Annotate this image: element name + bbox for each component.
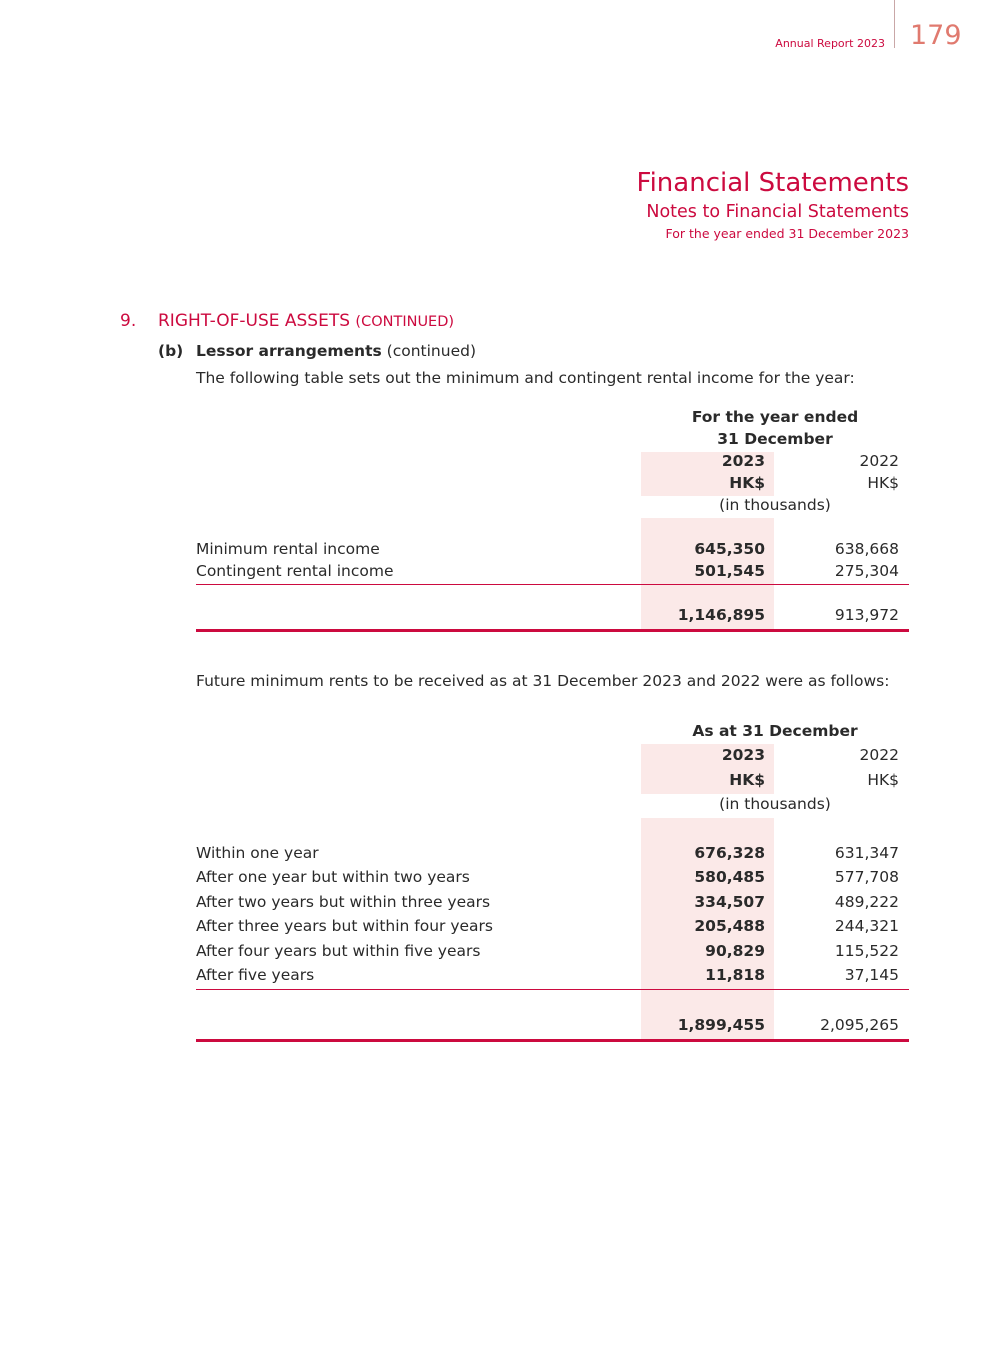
row-label: After four years but within five years bbox=[196, 942, 481, 960]
row-label: Minimum rental income bbox=[196, 540, 380, 558]
col-2022-currency: HK$ bbox=[867, 474, 899, 492]
unit-note: (in thousands) bbox=[719, 496, 831, 514]
future-rents-table bbox=[196, 722, 909, 1044]
value-2022: 275,304 bbox=[834, 562, 899, 580]
row-label: After three years but within four years bbox=[196, 917, 493, 935]
total-rule bbox=[196, 1039, 909, 1042]
currency-header-row bbox=[196, 771, 909, 793]
section-number: 9. bbox=[120, 311, 137, 331]
subtotal-rule bbox=[196, 584, 909, 585]
year-header-row bbox=[196, 452, 909, 474]
value-2022: 631,347 bbox=[834, 844, 899, 862]
value-2023: 501,545 bbox=[694, 562, 765, 580]
page-number: 179 bbox=[910, 20, 962, 51]
page-title: Financial Statements bbox=[636, 168, 909, 198]
currency-header-row bbox=[196, 474, 909, 496]
value-2023: 645,350 bbox=[694, 540, 765, 558]
table-row bbox=[196, 893, 909, 915]
value-2022: 37,145 bbox=[844, 966, 899, 984]
value-2022: 638,668 bbox=[834, 540, 899, 558]
title-block bbox=[637, 166, 909, 244]
col-2022-year: 2022 bbox=[859, 452, 899, 470]
value-2023: 205,488 bbox=[694, 917, 765, 935]
header-divider bbox=[894, 0, 895, 48]
value-2023: 334,507 bbox=[694, 893, 765, 911]
row-label: After two years but within three years bbox=[196, 893, 491, 911]
year-header-row bbox=[196, 746, 909, 768]
total-2023: 1,899,455 bbox=[677, 1016, 765, 1034]
col-2023-year: 2023 bbox=[721, 452, 765, 470]
running-header bbox=[0, 0, 1006, 60]
reporting-period: For the year ended 31 December 2023 bbox=[665, 226, 909, 241]
total-2022: 913,972 bbox=[834, 606, 899, 624]
col-2022-year: 2022 bbox=[859, 746, 899, 764]
table-row bbox=[196, 540, 909, 562]
value-2022: 489,222 bbox=[834, 893, 899, 911]
total-row bbox=[196, 1016, 909, 1038]
table-row bbox=[196, 942, 909, 964]
section-title bbox=[158, 311, 454, 331]
value-2023: 580,485 bbox=[694, 868, 765, 886]
col-2023-currency: HK$ bbox=[729, 771, 765, 789]
subsection-title-text: Lessor arrangements bbox=[196, 342, 382, 360]
table-row bbox=[196, 868, 909, 890]
period-header-line1: For the year ended bbox=[691, 408, 859, 426]
value-2023: 11,818 bbox=[705, 966, 765, 984]
col-2023-currency: HK$ bbox=[729, 474, 765, 492]
col-2023-year: 2023 bbox=[721, 746, 765, 764]
table-row bbox=[196, 917, 909, 939]
subsection-continued: (continued) bbox=[386, 342, 476, 360]
table-row bbox=[196, 844, 909, 866]
total-rule bbox=[196, 629, 909, 632]
value-2022: 115,522 bbox=[834, 942, 899, 960]
table-row bbox=[196, 966, 909, 988]
subtotal-rule bbox=[196, 989, 909, 990]
page-subtitle: Notes to Financial Statements bbox=[646, 202, 909, 222]
table1-intro: The following table sets out the minimum and contingent rental income for the year: bbox=[196, 369, 855, 387]
unit-note: (in thousands) bbox=[719, 795, 831, 813]
rental-income-table bbox=[196, 408, 909, 633]
value-2022: 244,321 bbox=[834, 917, 899, 935]
running-header-label: Annual Report 2023 bbox=[775, 37, 885, 50]
value-2023: 676,328 bbox=[694, 844, 765, 862]
total-2023: 1,146,895 bbox=[677, 606, 765, 624]
row-label: Contingent rental income bbox=[196, 562, 394, 580]
table-row bbox=[196, 562, 909, 584]
period-header: As at 31 December bbox=[692, 722, 858, 740]
value-2022: 577,708 bbox=[834, 868, 899, 886]
section-title-text: RIGHT-OF-USE ASSETS bbox=[158, 311, 351, 331]
subsection-title bbox=[196, 342, 476, 360]
section-continued: (CONTINUED) bbox=[355, 314, 455, 330]
col-2022-currency: HK$ bbox=[867, 771, 899, 789]
total-2022: 2,095,265 bbox=[820, 1016, 899, 1034]
table2-intro: Future minimum rents to be received as at 31 December 2023 and 2022 were as follows: bbox=[196, 672, 890, 690]
total-row bbox=[196, 606, 909, 628]
row-label: After one year but within two years bbox=[196, 868, 470, 886]
row-label: After five years bbox=[196, 966, 315, 984]
value-2023: 90,829 bbox=[705, 942, 765, 960]
period-header-line2: 31 December bbox=[717, 430, 833, 448]
row-label: Within one year bbox=[196, 844, 319, 862]
subsection-letter: (b) bbox=[158, 342, 184, 360]
